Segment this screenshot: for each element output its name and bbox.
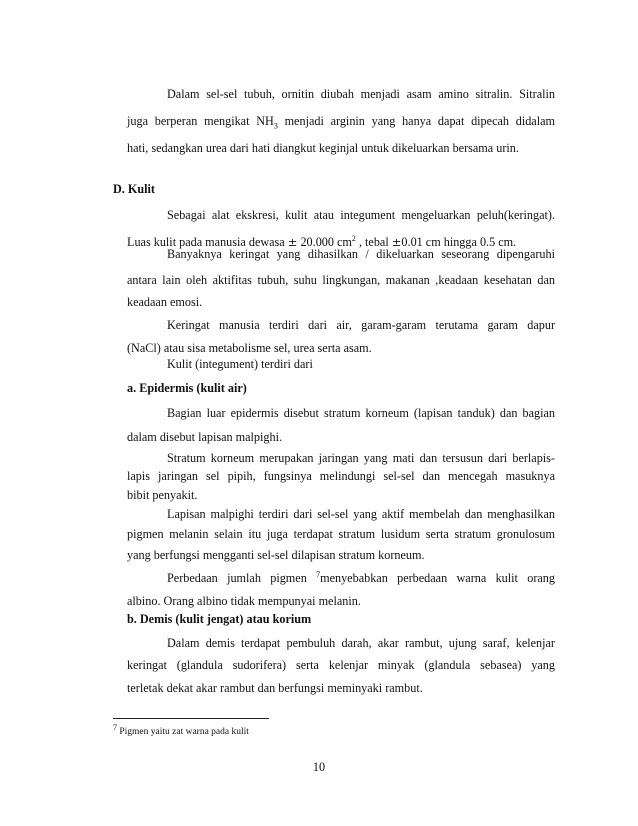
intro-line-2: juga berperan mengikat $NH_3$ menjadi arginin yang hanya dapat dipecah didalam xyxy=(127,114,555,131)
kulit-p3-line-1: Keringat manusia terdiri dari air, garam-garam terutama garam dapur xyxy=(167,318,555,332)
epidermis-heading: a. Epidermis (kulit air) xyxy=(127,381,247,395)
kulit-p2-line-3: keadaan emosi. xyxy=(127,295,203,309)
epidermis-p1-line-2: dalam disebut lapisan malpighi. xyxy=(127,430,283,444)
footnote-reference[interactable]: 7 xyxy=(316,569,321,579)
page-number: 10 xyxy=(312,760,326,774)
epidermis-p3-line-1: Lapisan malpighi terdiri dari sel-sel yang aktif membelah dan menghasilkan xyxy=(167,507,555,521)
dermis-heading: b. Demis (kulit jengat) atau korium xyxy=(127,612,312,626)
footnote-text: Pigmen yaitu zat warna pada kulit xyxy=(117,727,249,737)
intro-line-1: Dalam sel-sel tubuh, ornitin diubah menjadi asam amino sitralin. Sitralin xyxy=(167,87,555,101)
dermis-p1-line-2: keringat (glandula sudorifera) serta kelenjar minyak (glandula sebasea) yang xyxy=(127,658,555,672)
epidermis-p4-line-2: albino. Orang albino tidak mempunyai melanin. xyxy=(127,594,361,608)
epidermis-p3-line-3: yang berfungsi mengganti sel-sel dilapisan stratum korneum. xyxy=(127,548,425,562)
dermis-p1-line-3: terletak dekat akar rambut dan berfungsi meminyaki rambut. xyxy=(127,681,423,695)
epidermis-p3-line-2: pigmen melanin selain itu juga terdapat stratum lusidum serta stratum gronulosum xyxy=(127,527,555,541)
epidermis-p4-line-1: Perbedaan jumlah pigmen $^7$menyebabkan perbedaan warna kulit orang xyxy=(167,569,555,585)
kulit-p4-line-1: Kulit (integument) terdiri dari xyxy=(167,357,313,371)
dermis-p1-line-1: Dalam demis terdapat pembuluh darah, akar rambut, ujung saraf, kelenjar xyxy=(167,636,555,650)
epidermis-p2-line-3: bibit penyakit. xyxy=(127,488,198,502)
epidermis-p2-line-2: lapis jaringan sel pipih, fungsinya melindungi sel-sel dan mencegah masuknya xyxy=(127,469,555,483)
kulit-p1-line-2: Luas kulit pada manusia dewasa ± 20.000 $cm^2$ , tebal ±0.01 cm hingga 0.5 cm. xyxy=(127,233,517,249)
section-heading: D. Kulit xyxy=(113,182,155,196)
kulit-p3-line-2: (NaCl) atau sisa metabolisme sel, urea serta asam. xyxy=(127,341,372,355)
kulit-p2-line-2: antara lain oleh aktifitas tubuh, suhu lingkungan, makanan ,keadaan kesehatan dan xyxy=(127,273,555,287)
kulit-p2-line-1: Banyaknya keringat yang dihasilkan / dikeluarkan seseorang dipengaruhi xyxy=(167,247,555,261)
footnote-mark: 7 xyxy=(113,722,117,732)
footnote-divider xyxy=(113,718,269,719)
kulit-p1-line-1: Sebagai alat ekskresi, kulit atau integument mengeluarkan peluh(keringat). xyxy=(167,208,555,222)
footnote xyxy=(113,722,249,737)
epidermis-p2-line-1: Stratum korneum merupakan jaringan yang mati dan tersusun dari berlapis- xyxy=(167,451,555,465)
epidermis-p1-line-1: Bagian luar epidermis disebut stratum korneum (lapisan tanduk) dan bagian xyxy=(167,406,555,420)
intro-line-3: hati, sedangkan urea dari hati diangkut keginjal untuk dikeluarkan bersama urin. xyxy=(127,141,519,155)
